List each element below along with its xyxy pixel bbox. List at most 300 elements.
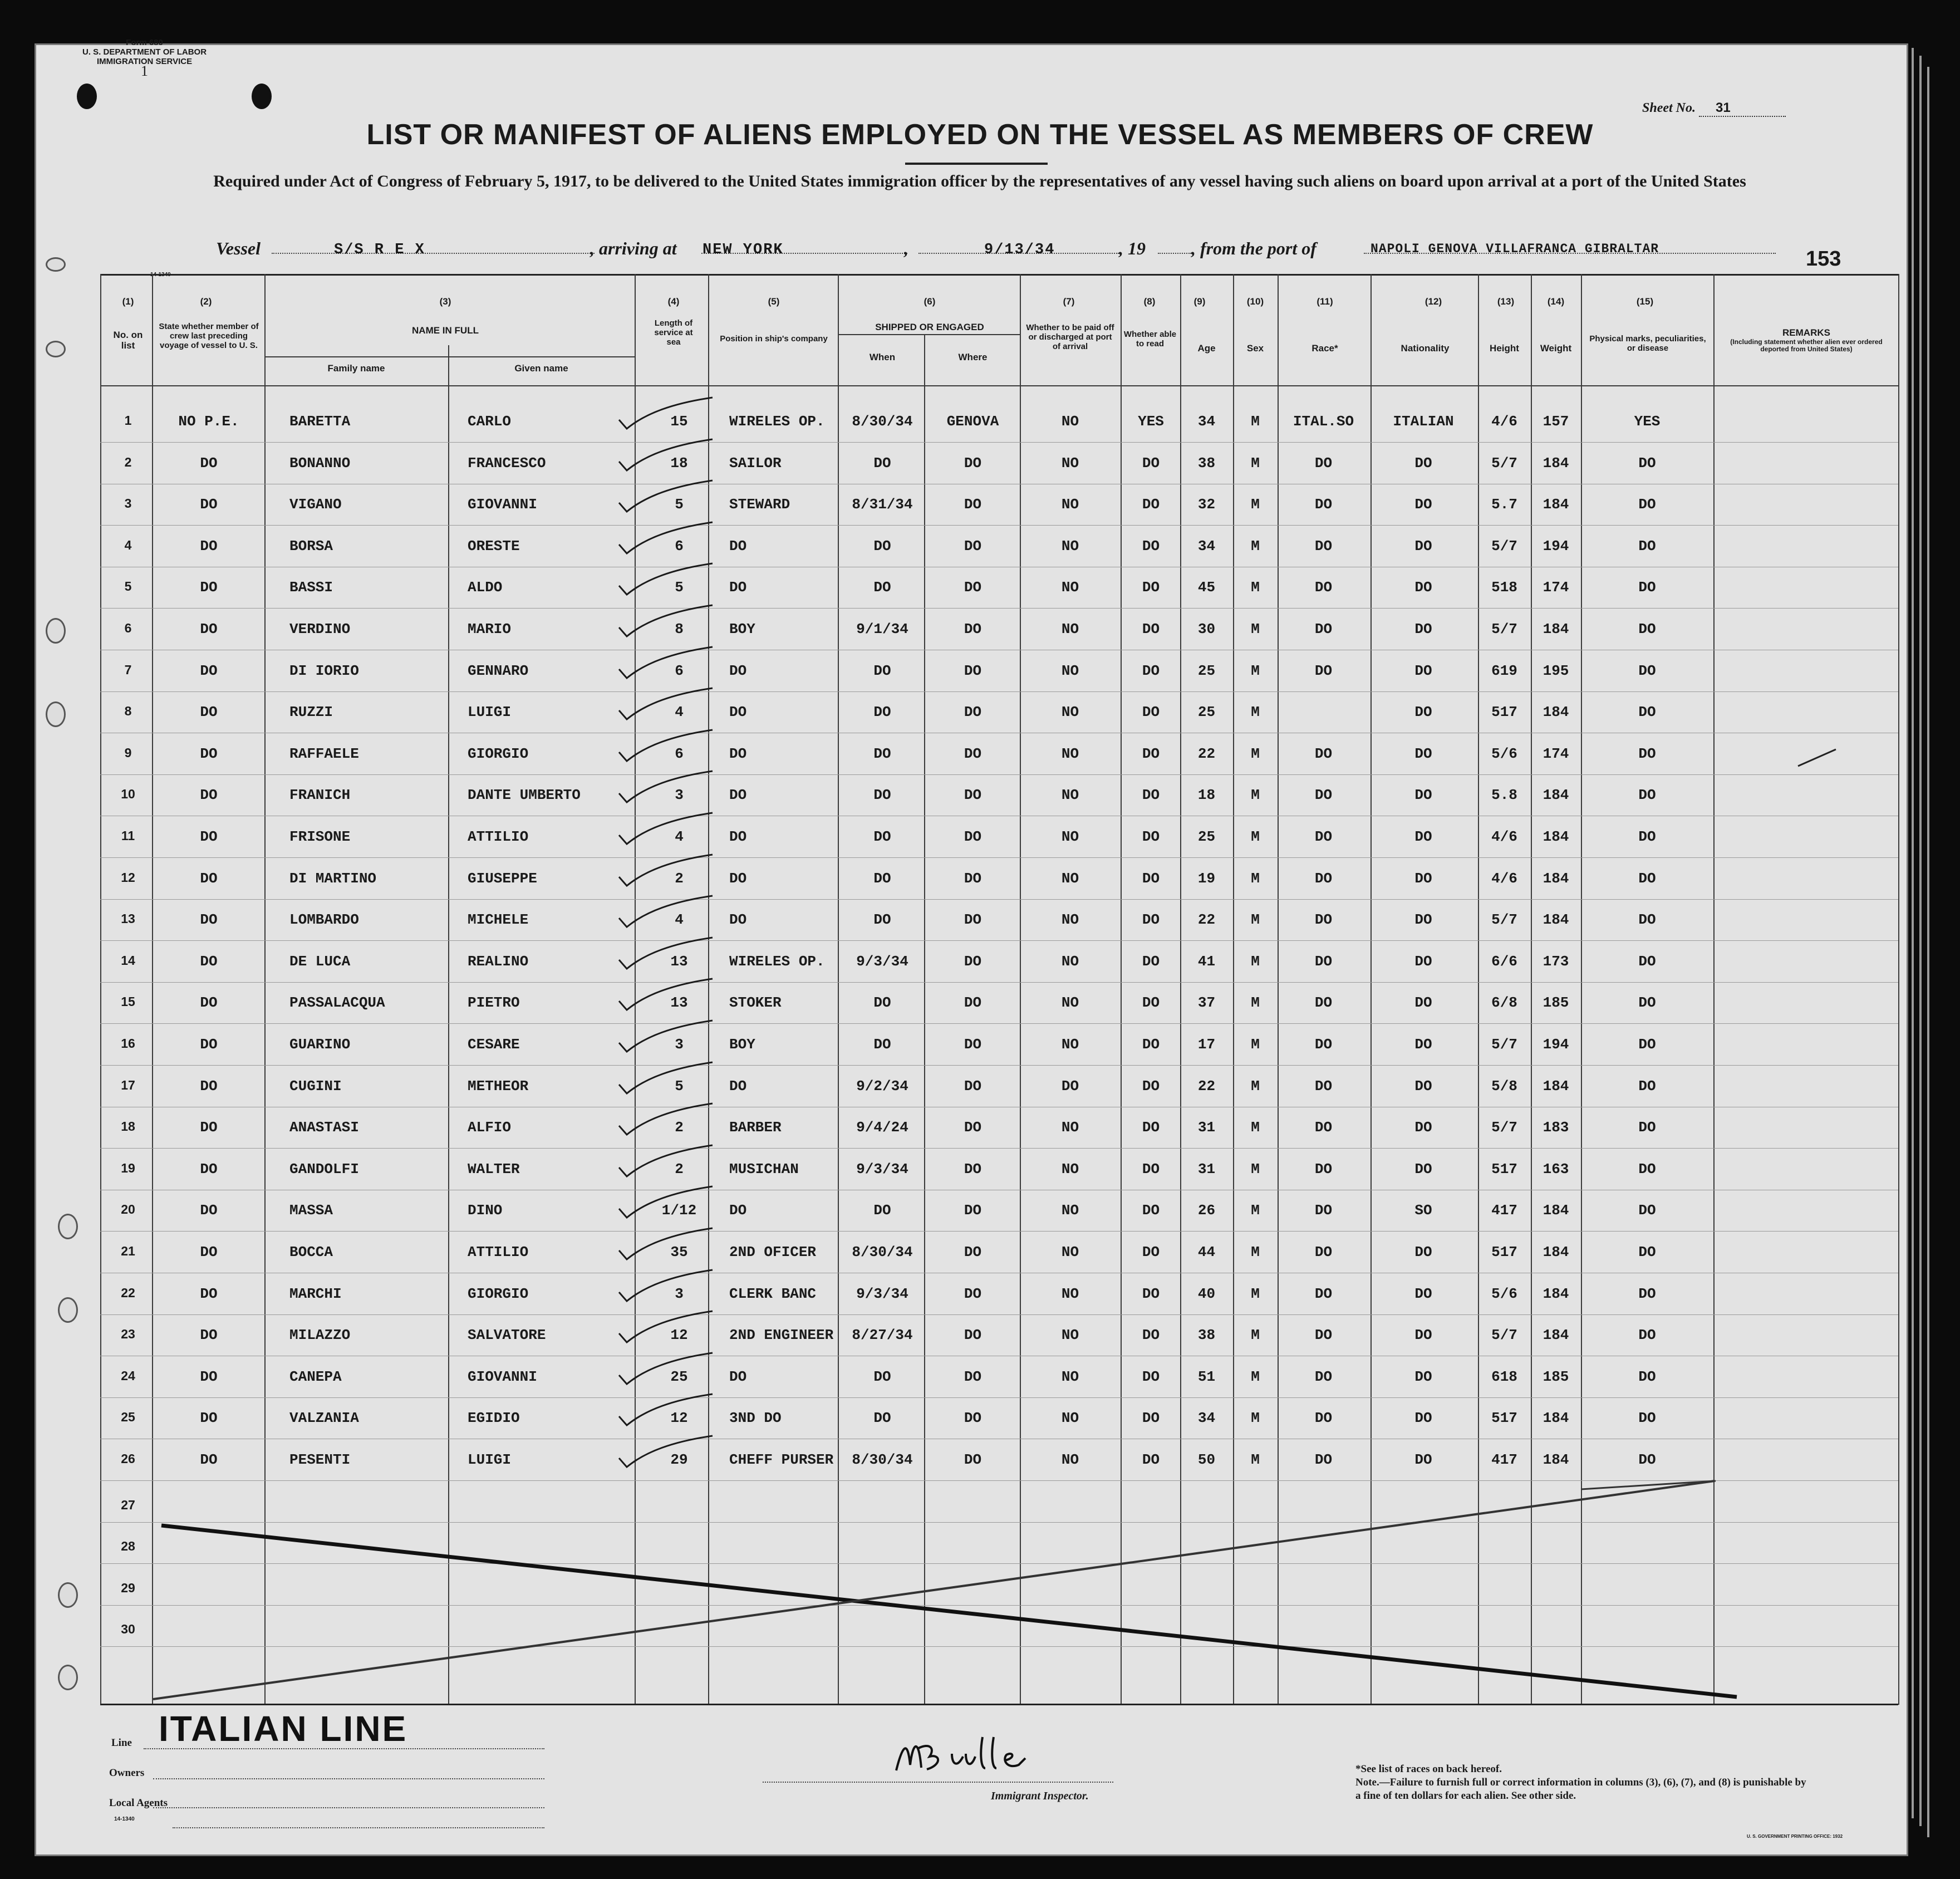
cell-when: DO	[873, 579, 891, 596]
cell-physical: DO	[1638, 496, 1656, 513]
cell-race: DO	[1314, 455, 1333, 472]
cell-where: DO	[964, 704, 982, 720]
cell-length: 6	[675, 663, 684, 679]
header-family-name: Family name	[327, 363, 385, 374]
cell-family: MILAZZO	[289, 1327, 351, 1343]
cell-given: GIORGIO	[468, 745, 529, 762]
row-number: 2	[124, 455, 132, 469]
cell-sex: M	[1251, 455, 1260, 472]
cell-height: 5/7	[1491, 538, 1517, 555]
vessel-label: Vessel	[216, 238, 261, 258]
comma: ,	[904, 238, 908, 258]
header-state-member: State whether member of crew last preceding voyage of vessel to U. S.	[159, 322, 259, 350]
cell-family: VERDINO	[289, 621, 351, 637]
cell-state: DO	[200, 496, 218, 513]
cell-sex: M	[1251, 787, 1260, 803]
cell-weight: 173	[1543, 953, 1569, 970]
cell-physical: DO	[1638, 1451, 1656, 1468]
row-number: 5	[124, 579, 132, 593]
agents-label: Local Agents	[109, 1797, 168, 1809]
row-number: 14	[121, 953, 135, 968]
cell-nationality: DO	[1414, 953, 1432, 970]
cell-race: DO	[1314, 1410, 1333, 1426]
header-weight: Weight	[1540, 343, 1572, 354]
cell-physical: DO	[1638, 870, 1656, 887]
form-mark: 1	[141, 63, 149, 79]
cell-position: 2ND OFICER	[729, 1244, 817, 1260]
cell-length: 35	[670, 1244, 688, 1260]
row-number: 11	[121, 828, 135, 843]
cell-where: DO	[964, 1451, 982, 1468]
cell-position: CHEFF PURSER	[729, 1451, 834, 1468]
row-number: 8	[124, 704, 132, 718]
cell-height: 4/6	[1491, 870, 1517, 887]
cell-position: BOY	[729, 1036, 755, 1053]
cell-position: DO	[729, 1368, 747, 1385]
cell-given: CARLO	[468, 413, 512, 430]
cell-nationality: DO	[1414, 663, 1432, 679]
cell-nationality: DO	[1414, 1410, 1432, 1426]
cell-length: 3	[675, 1286, 684, 1302]
row-number: 21	[121, 1244, 135, 1258]
cell-physical: DO	[1638, 1327, 1656, 1343]
cell-where: DO	[964, 787, 982, 803]
cell-position: WIRELES OP.	[729, 953, 825, 970]
cell-age: 31	[1197, 1119, 1216, 1136]
cell-where: DO	[964, 994, 982, 1011]
form-code-top: 14-1340	[150, 272, 171, 278]
cell-weight: 194	[1543, 538, 1569, 555]
column-number: (10)	[1246, 296, 1264, 307]
cell-weight: 184	[1543, 1451, 1569, 1468]
cell-age: 31	[1197, 1161, 1216, 1178]
cell-age: 32	[1197, 496, 1216, 513]
row-number: 9	[124, 745, 132, 760]
cell-read: DO	[1142, 579, 1160, 596]
cell-race: DO	[1314, 1078, 1333, 1095]
cell-length: 4	[675, 911, 684, 928]
page-subtitle: Required under Act of Congress of February 5, 1917, to be delivered to the United States immigration officer by the representatives of any vessel having such aliens on board upon arrival at a port of the United States	[213, 172, 1746, 190]
cell-state: DO	[200, 870, 218, 887]
signature-stroke	[896, 1737, 1025, 1770]
cell-read: DO	[1142, 745, 1160, 762]
cell-length: 2	[675, 870, 684, 887]
cell-physical: DO	[1638, 953, 1656, 970]
row-number: 12	[121, 870, 135, 885]
cell-when: DO	[873, 994, 891, 1011]
cell-weight: 184	[1543, 1244, 1569, 1260]
cell-read: DO	[1142, 1202, 1160, 1219]
cell-when: 9/1/34	[856, 621, 908, 637]
cell-read: DO	[1142, 994, 1160, 1011]
cell-race: DO	[1314, 745, 1333, 762]
company-stamp: ITALIAN LINE	[159, 1709, 408, 1749]
cell-given: DINO	[468, 1202, 503, 1219]
cell-nationality: DO	[1414, 1161, 1432, 1178]
cell-state: DO	[200, 828, 218, 845]
cell-state: DO	[200, 1078, 218, 1095]
cell-paid: NO	[1061, 911, 1079, 928]
cell-sex: M	[1251, 1036, 1260, 1053]
cell-paid: NO	[1061, 704, 1079, 720]
header-height: Height	[1490, 343, 1519, 354]
cell-given: CESARE	[468, 1036, 520, 1053]
cell-when: 8/27/34	[852, 1327, 913, 1343]
cell-length: 13	[670, 994, 688, 1011]
cell-length: 2	[675, 1119, 684, 1136]
cell-age: 50	[1197, 1451, 1216, 1468]
cell-family: CUGINI	[289, 1078, 342, 1095]
cell-race: ITAL.SO	[1293, 413, 1354, 430]
owners-label: Owners	[109, 1767, 145, 1779]
cell-physical: YES	[1634, 413, 1661, 430]
cell-height: 618	[1491, 1368, 1517, 1385]
cell-race: DO	[1314, 870, 1333, 887]
cell-paid: NO	[1061, 787, 1079, 803]
cell-given: WALTER	[468, 1161, 520, 1178]
cell-state: DO	[200, 538, 218, 555]
cell-race: DO	[1314, 953, 1333, 970]
cell-sex: M	[1251, 1244, 1260, 1260]
cell-when: DO	[873, 911, 891, 928]
column-number: (1)	[122, 296, 134, 307]
cell-physical: DO	[1638, 1078, 1656, 1095]
cell-sex: M	[1251, 1078, 1260, 1095]
cell-race: DO	[1314, 1451, 1333, 1468]
cell-length: 5	[675, 496, 684, 513]
cell-state: DO	[200, 1202, 218, 1219]
cell-length: 15	[670, 413, 688, 430]
column-number: (7)	[1063, 296, 1075, 307]
cell-sex: M	[1251, 1202, 1260, 1219]
cell-age: 22	[1197, 745, 1216, 762]
cell-position: DO	[729, 1202, 747, 1219]
cell-state: DO	[200, 911, 218, 928]
cell-race: DO	[1314, 663, 1333, 679]
cell-read: DO	[1142, 1410, 1160, 1426]
header-paid-off: Whether to be paid off or discharged at port of arrival	[1026, 323, 1114, 351]
cell-nationality: DO	[1414, 1078, 1432, 1095]
row-number: 25	[121, 1410, 135, 1424]
cell-height: 517	[1491, 704, 1517, 720]
cell-given: ALFIO	[468, 1119, 512, 1136]
cell-paid: NO	[1061, 663, 1079, 679]
void-stroke	[153, 1481, 1715, 1699]
cell-nationality: DO	[1414, 911, 1432, 928]
cell-state: DO	[200, 1286, 218, 1302]
cell-paid: NO	[1061, 1286, 1079, 1302]
cell-where: DO	[964, 1410, 982, 1426]
row-number: 22	[121, 1286, 135, 1300]
cell-read: DO	[1142, 538, 1160, 555]
cell-age: 22	[1197, 1078, 1216, 1095]
column-number: (5)	[768, 296, 780, 307]
cell-read: DO	[1142, 496, 1160, 513]
cell-nationality: DO	[1414, 1451, 1432, 1468]
cell-state: DO	[200, 621, 218, 637]
cell-weight: 157	[1543, 413, 1569, 430]
arrival-date: 9/13/34	[984, 242, 1055, 258]
cell-weight: 184	[1543, 911, 1569, 928]
cell-race: DO	[1314, 787, 1333, 803]
row-number: 7	[124, 663, 132, 677]
cell-where: DO	[964, 538, 982, 555]
row-number: 26	[121, 1451, 135, 1466]
cell-height: 5/7	[1491, 455, 1517, 472]
inspector-label: Immigrant Inspector.	[991, 1790, 1089, 1802]
row-number: 27	[121, 1498, 135, 1512]
cell-age: 44	[1197, 1244, 1216, 1260]
cell-physical: DO	[1638, 1286, 1656, 1302]
cell-position: MUSICHAN	[729, 1161, 799, 1178]
cell-weight: 184	[1543, 828, 1569, 845]
cell-where: GENOVA	[946, 413, 999, 430]
header-age: Age	[1197, 343, 1216, 354]
cell-height: 417	[1491, 1202, 1517, 1219]
year-label: , 19	[1119, 238, 1146, 258]
cell-sex: M	[1251, 621, 1260, 637]
cell-weight: 184	[1543, 704, 1569, 720]
cell-paid: NO	[1061, 621, 1079, 637]
column-number: (4)	[667, 296, 680, 307]
cell-physical: DO	[1638, 1119, 1656, 1136]
cell-nationality: DO	[1414, 994, 1432, 1011]
cell-physical: DO	[1638, 579, 1656, 596]
from-port: NAPOLI GENOVA VILLAFRANCA GIBRALTAR	[1370, 242, 1659, 256]
cell-age: 34	[1197, 413, 1216, 430]
column-number: (11)	[1317, 296, 1333, 307]
column-number: (12)	[1424, 296, 1442, 307]
cell-read: DO	[1142, 1368, 1160, 1385]
form-department: U. S. DEPARTMENT OF LABOR	[82, 47, 207, 57]
cell-state: DO	[200, 994, 218, 1011]
cell-paid: NO	[1061, 1161, 1079, 1178]
cell-race: DO	[1314, 1119, 1333, 1136]
cell-length: 6	[675, 538, 684, 555]
cell-race: DO	[1314, 496, 1333, 513]
cell-read: DO	[1142, 1119, 1160, 1136]
cell-given: DANTE UMBERTO	[468, 787, 581, 803]
cell-height: 5/7	[1491, 1119, 1517, 1136]
line-label: Line	[111, 1737, 132, 1749]
cell-family: MARCHI	[289, 1286, 342, 1302]
cell-family: GUARINO	[289, 1036, 351, 1053]
cell-position: DO	[729, 663, 747, 679]
cell-family: BORSA	[289, 538, 333, 555]
cell-nationality: DO	[1414, 579, 1432, 596]
cell-when: DO	[873, 704, 891, 720]
owners-dots	[153, 1767, 544, 1779]
row-number: 3	[124, 496, 132, 511]
cell-paid: NO	[1061, 1368, 1079, 1385]
cell-position: DO	[729, 538, 747, 555]
cell-age: 25	[1197, 704, 1216, 720]
cell-when: DO	[873, 455, 891, 472]
cell-read: DO	[1142, 1036, 1160, 1053]
inspector-dots	[763, 1770, 1113, 1783]
cell-where: DO	[964, 745, 982, 762]
cell-length: 5	[675, 579, 684, 596]
cell-family: VIGANO	[289, 496, 342, 513]
cell-when: 9/3/34	[856, 953, 908, 970]
cell-sex: M	[1251, 1451, 1260, 1468]
cell-read: DO	[1142, 911, 1160, 928]
cell-position: DO	[729, 1078, 747, 1095]
arrival-port: NEW YORK	[703, 242, 784, 258]
cell-family: BARETTA	[289, 413, 351, 430]
cell-read: DO	[1142, 787, 1160, 803]
cell-when: DO	[873, 787, 891, 803]
cell-race: DO	[1314, 538, 1333, 555]
vessel-name: S/S R E X	[334, 242, 425, 258]
cell-physical: DO	[1638, 621, 1656, 637]
cell-weight: 184	[1543, 1327, 1569, 1343]
cell-height: 5.7	[1491, 496, 1517, 513]
cell-given: ORESTE	[468, 538, 520, 555]
cell-read: DO	[1142, 1161, 1160, 1178]
cell-age: 38	[1197, 1327, 1216, 1343]
cell-physical: DO	[1638, 911, 1656, 928]
cell-weight: 184	[1543, 787, 1569, 803]
cell-age: 38	[1197, 455, 1216, 472]
cell-race: DO	[1314, 1244, 1333, 1260]
cell-height: 6/8	[1491, 994, 1517, 1011]
cell-age: 51	[1197, 1368, 1216, 1385]
form-service: IMMIGRATION SERVICE	[96, 57, 193, 66]
cell-length: 13	[670, 953, 688, 970]
cell-position: DO	[729, 704, 747, 720]
cell-family: DI MARTINO	[289, 870, 377, 887]
cell-read: DO	[1142, 704, 1160, 720]
cell-sex: M	[1251, 496, 1260, 513]
cell-nationality: ITALIAN	[1393, 413, 1454, 430]
cell-physical: DO	[1638, 1410, 1656, 1426]
cell-length: 2	[675, 1161, 684, 1178]
cell-weight: 174	[1543, 579, 1569, 596]
page-stamp-number: 153	[1806, 247, 1841, 271]
cell-where: DO	[964, 1161, 982, 1178]
cell-paid: NO	[1061, 413, 1079, 430]
column-number: (8)	[1143, 296, 1156, 307]
row-number: 24	[121, 1368, 135, 1383]
cell-race: DO	[1314, 1161, 1333, 1178]
cell-physical: DO	[1638, 1244, 1656, 1260]
row-number: 10	[121, 787, 135, 801]
sheet-label: Sheet No.	[1642, 101, 1696, 115]
form-code-bottom: 14-1340	[114, 1816, 135, 1822]
cell-sex: M	[1251, 828, 1260, 845]
cell-sex: M	[1251, 538, 1260, 555]
cell-paid: NO	[1061, 455, 1079, 472]
cell-weight: 195	[1543, 663, 1569, 679]
cell-paid: NO	[1061, 953, 1079, 970]
cell-given: GIUSEPPE	[468, 870, 537, 887]
cell-weight: 184	[1543, 1410, 1569, 1426]
cell-when: 8/30/34	[852, 1451, 913, 1468]
cell-where: DO	[964, 496, 982, 513]
cell-given: LUIGI	[468, 704, 512, 720]
penalty-note: Note.—Failure to furnish full or correct information in columns (3), (6), (7), and (8) is punishable by a fine of ten dollars for each alien. See other side.	[1355, 1777, 1806, 1802]
header-sex: Sex	[1246, 343, 1264, 354]
cell-paid: NO	[1061, 870, 1079, 887]
cell-family: FRISONE	[289, 828, 351, 845]
cell-height: 5/6	[1491, 1286, 1517, 1302]
cell-physical: DO	[1638, 787, 1656, 803]
header-able-read: Whether able to read	[1123, 330, 1177, 349]
cell-where: DO	[964, 663, 982, 679]
cell-state: DO	[200, 455, 218, 472]
row-number: 23	[121, 1327, 135, 1341]
cell-family: PASSALACQUA	[289, 994, 385, 1011]
cell-state: DO	[200, 579, 218, 596]
cell-when: 9/3/34	[856, 1161, 908, 1178]
cell-weight: 185	[1543, 1368, 1569, 1385]
from-label: , from the port of	[1191, 238, 1317, 258]
cell-position: 3ND DO	[729, 1410, 782, 1426]
cell-position: DO	[729, 787, 747, 803]
cell-paid: NO	[1061, 994, 1079, 1011]
cell-given: GIOVANNI	[468, 496, 537, 513]
cell-read: DO	[1142, 621, 1160, 637]
row-number: 6	[124, 621, 132, 635]
row-number: 15	[121, 994, 135, 1009]
page-title: LIST OR MANIFEST OF ALIENS EMPLOYED ON THE VESSEL AS MEMBERS OF CREW	[366, 119, 1594, 151]
cell-given: METHEOR	[468, 1078, 529, 1095]
cell-physical: DO	[1638, 828, 1656, 845]
cell-length: 8	[675, 621, 684, 637]
cell-age: 41	[1197, 953, 1216, 970]
cell-read: DO	[1142, 870, 1160, 887]
row-number: 16	[121, 1036, 135, 1051]
cell-family: RUZZI	[289, 704, 333, 720]
void-stroke	[1581, 1481, 1716, 1489]
cell-position: DO	[729, 870, 747, 887]
owners-dots	[153, 1796, 544, 1808]
cell-state: DO	[200, 1368, 218, 1385]
cell-paid: NO	[1061, 1327, 1079, 1343]
footer-notes	[1355, 1763, 1812, 1803]
cell-height: 417	[1491, 1451, 1517, 1468]
cell-physical: DO	[1638, 745, 1656, 762]
arriving-label: , arriving at	[590, 238, 677, 258]
cell-read: YES	[1138, 413, 1164, 430]
cell-length: 4	[675, 828, 684, 845]
cell-weight: 184	[1543, 621, 1569, 637]
cell-weight: 184	[1543, 455, 1569, 472]
agents-dots	[173, 1816, 544, 1828]
cell-state: DO	[200, 953, 218, 970]
header-name-in-full: NAME IN FULL	[412, 325, 479, 336]
cell-nationality: DO	[1414, 704, 1432, 720]
cell-state: DO	[200, 745, 218, 762]
header-given-name: Given name	[514, 363, 568, 374]
row-number: 17	[121, 1078, 135, 1092]
cell-state: DO	[200, 1036, 218, 1053]
cell-when: DO	[873, 870, 891, 887]
cell-height: 5/8	[1491, 1078, 1517, 1095]
cell-sex: M	[1251, 1161, 1260, 1178]
cell-age: 22	[1197, 911, 1216, 928]
cell-position: CLERK BANC	[729, 1286, 817, 1302]
cell-when: 8/31/34	[852, 496, 913, 513]
cell-given: MARIO	[468, 621, 512, 637]
cell-state: DO	[200, 1327, 218, 1343]
column-number: (15)	[1636, 296, 1654, 307]
cell-sex: M	[1251, 911, 1260, 928]
cell-nationality: DO	[1414, 1244, 1432, 1260]
cell-family: GANDOLFI	[289, 1161, 359, 1178]
stray-mark	[1798, 749, 1836, 766]
